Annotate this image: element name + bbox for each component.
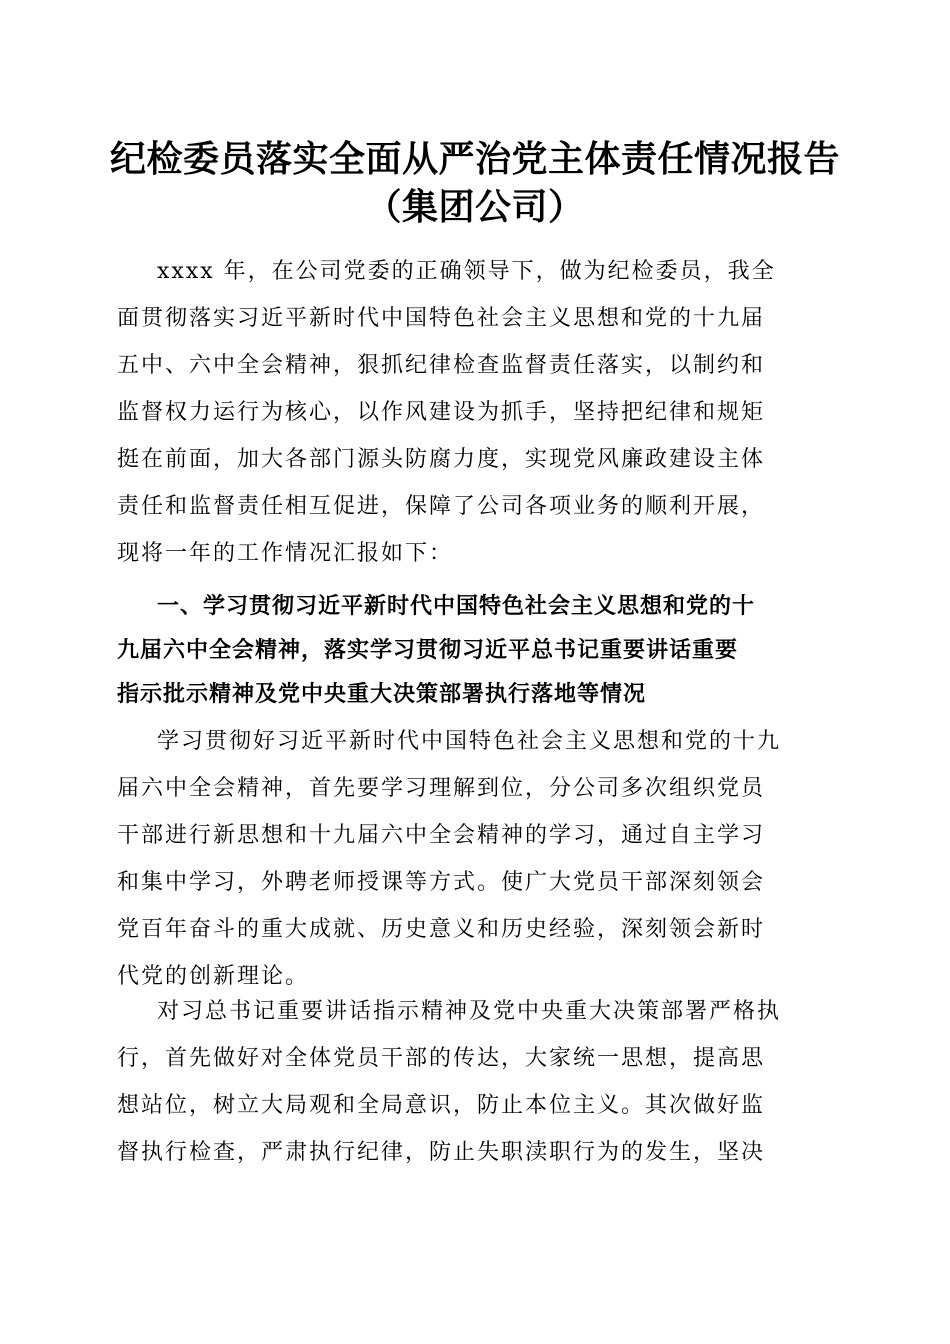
document-subtitle: （集团公司） bbox=[365, 186, 585, 228]
section-heading-1 bbox=[117, 585, 837, 717]
paragraph-line: 监督权力运行为核心，以作风建设为抓手，坚持把纪律和规矩 bbox=[117, 400, 766, 425]
paragraph-execution bbox=[117, 988, 837, 1176]
paragraph-line: 届六中全会精神，首先要学习理解到位，分公司多次组织党员 bbox=[117, 776, 766, 801]
paragraph-line: 面贯彻落实习近平新时代中国特色社会主义思想和党的十九届 bbox=[117, 306, 766, 331]
paragraph-intro bbox=[117, 248, 837, 577]
paragraph-line: 学习贯彻好习近平新时代中国特色社会主义思想和党的十九 bbox=[157, 729, 782, 754]
heading-line: 一、学习贯彻习近平新时代中国特色社会主义思想和党的十 bbox=[157, 594, 756, 619]
paragraph-line: 干部进行新思想和十九届六中全会精神的学习，通过自主学习 bbox=[117, 823, 766, 848]
paragraph-line: 督执行检查，严肃执行纪律，防止失职渎职行为的发生，坚决 bbox=[117, 1140, 766, 1165]
heading-line: 指示批示精神及党中央重大决策部署执行落地等情况 bbox=[117, 682, 647, 707]
paragraph-line: 党百年奋斗的重大成就、历史意义和历史经验，深刻领会新时 bbox=[117, 917, 766, 942]
paragraph-line: 责任和监督责任相互促进，保障了公司各项业务的顺利开展， bbox=[117, 494, 766, 519]
paragraph-line: 代党的创新理论。 bbox=[117, 964, 310, 989]
document-title: 纪检委员落实全面从严治党主体责任情况报告 bbox=[109, 138, 840, 180]
paragraph-line: 挺在前面，加大各部门源头防腐力度，实现党风廉政建设主体 bbox=[117, 447, 766, 472]
paragraph-study bbox=[117, 718, 837, 1000]
paragraph-line: 和集中学习，外聘老师授课等方式。使广大党员干部深刻领会 bbox=[117, 870, 766, 895]
paragraph-line: xxxx 年，在公司党委的正确领导下，做为纪检委员，我全 bbox=[157, 259, 776, 284]
paragraph-line: 对习总书记重要讲话指示精神及党中央重大决策部署严格执 bbox=[157, 999, 782, 1024]
paragraph-line: 想站位，树立大局观和全局意识，防止本位主义。其次做好监 bbox=[117, 1093, 766, 1118]
paragraph-line: 行，首先做好对全体党员干部的传达，大家统一思想，提高思 bbox=[117, 1046, 766, 1071]
paragraph-line: 五中、六中全会精神，狠抓纪律检查监督责任落实，以制约和 bbox=[117, 353, 766, 378]
paragraph-line: 现将一年的工作情况汇报如下： bbox=[117, 541, 454, 566]
heading-line: 九届六中全会精神，落实学习贯彻习近平总书记重要讲话重要 bbox=[117, 638, 739, 663]
